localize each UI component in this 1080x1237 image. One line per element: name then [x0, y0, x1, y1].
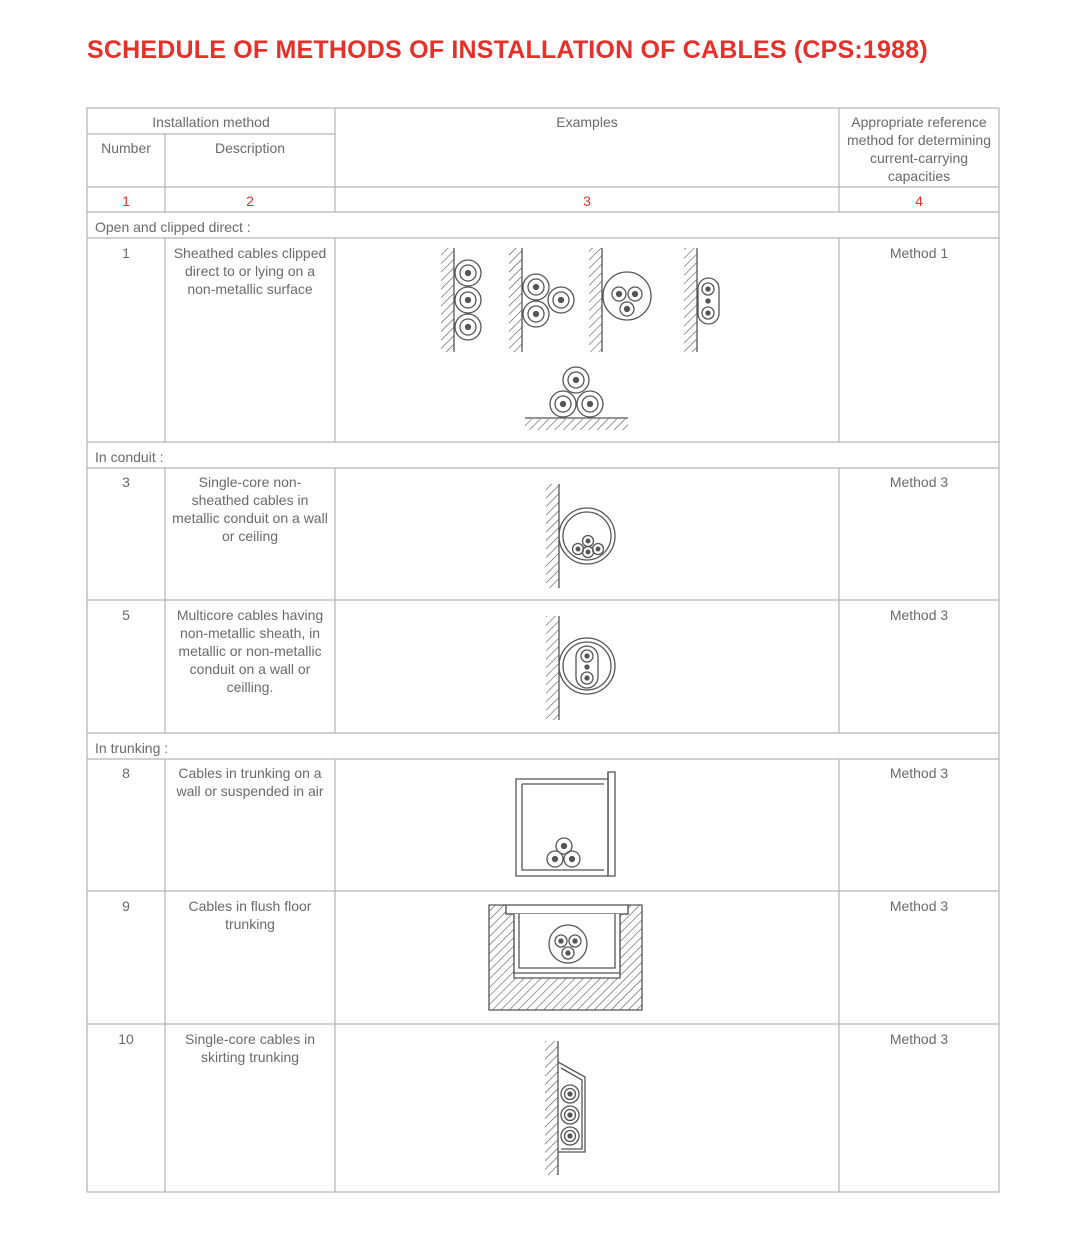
row-number: 10 — [118, 1031, 134, 1047]
section-heading-conduit: In conduit : — [95, 449, 164, 465]
row-number: 1 — [122, 245, 130, 261]
row-description: Multicore cables having non-metallic sheath, in metallic or non-metallic conduit on a wall or ceilling. — [176, 607, 324, 695]
row-method: Method 3 — [889, 898, 949, 914]
single-core-conduit-diagram — [546, 484, 615, 588]
clipped-direct-cables-diagram — [441, 248, 719, 430]
row-description: Cables in flush floor trunking — [188, 898, 312, 932]
header-examples: Examples — [556, 114, 618, 130]
column-index: 1 — [122, 193, 130, 209]
page-title: SCHEDULE OF METHODS OF INSTALLATION OF CABLES (CPS:1988) — [87, 36, 928, 64]
row-description: Single-core cables in skirting trunking — [185, 1031, 315, 1065]
header-installation-method: Installation method — [152, 114, 270, 130]
wall-trunking-diagram — [516, 772, 615, 876]
row-number: 3 — [122, 474, 130, 490]
floor-trunking-diagram — [489, 905, 642, 1010]
row-method: Method 3 — [889, 474, 949, 490]
section-heading-open: Open and clipped direct : — [95, 219, 251, 235]
row-number: 9 — [122, 898, 130, 914]
column-index: 4 — [915, 193, 923, 209]
header-description: Description — [214, 140, 286, 156]
row-description: Cables in trunking on a wall or suspended in air — [176, 765, 324, 799]
row-number: 8 — [122, 765, 130, 781]
header-reference-method: Appropriate reference method for determining current-carrying capacities — [847, 114, 991, 184]
column-index: 2 — [246, 193, 254, 209]
row-description: Single-core non-sheathed cables in metallic conduit on a wall or ceiling — [172, 474, 328, 544]
column-index: 3 — [583, 193, 591, 209]
row-method: Method 1 — [889, 245, 949, 261]
row-number: 5 — [122, 607, 130, 623]
row-description: Sheathed cables clipped direct to or lying on a non-metallic surface — [173, 245, 327, 297]
multicore-conduit-diagram — [546, 616, 615, 720]
row-method: Method 3 — [889, 1031, 949, 1047]
row-method: Method 3 — [889, 607, 949, 623]
row-method: Method 3 — [889, 765, 949, 781]
skirting-trunking-diagram — [545, 1041, 585, 1175]
header-number: Number — [101, 140, 151, 156]
section-heading-trunking: In trunking : — [95, 740, 169, 756]
